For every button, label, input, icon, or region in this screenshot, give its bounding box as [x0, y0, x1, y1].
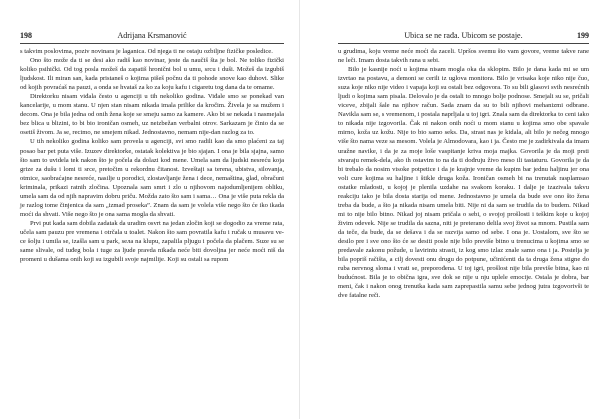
right-page-number: 199 — [577, 31, 589, 40]
left-running-head: Adrijana Krsmanović — [117, 31, 187, 40]
left-page-header — [20, 30, 284, 42]
left-header-rule — [20, 43, 284, 44]
right-page-header — [338, 30, 589, 42]
paragraph: Bilo je kasnije noći u kojima nisam mogla oka da sklopim. Bilo je dana kada mi se um izvrtao na postavu, a demoni se cerili iz uglova monitora. Bilo je vrisaka koje niko nije čuo, suza koje niko nije video i vapaja koji su ostali bez odgovora. To su bili glasovi svih nesrećnih ljudi o kojima sam pisala. Delovalo je da ostali to mnogo bolje podnose. Smejali su se, pričali viceve, zbijali šale na njihov račun. Sada znam da su to bili njihovi mehanizmi odbrane. Naviklа sam se, s vremenom, i postala naprljala u toj igri. Znala sam da direktorka to ceni iako to nikada nije izgovorila. Čak ni nakon onih noći u mom stanu u kojima smo obe spavale mirno, koža uz kožu. Nije to bio samo seks. Da, strast nas je kidala, ali bilo je nečeg mnogo više što nama veze sa mesom. Volela je Almodovara, kao i ja. Često me je zadirkivala da imam uražne navike, i da je za moje loše vaspitanje kriva moja majka. Govorila je da moji prsti stvaraju remek-dela, ako ih ostavim to na da ti dođruju živo meso ili tastaturu. Govorila je da bi trebalo da nosim visoke potpetice i da je krajnje vreme da kupim bar jednu haljinu jer ona voli cure kojima su haljine i štikle druga koža. Ironičan osmeh bi na trenutak rasplamsao ostatke mladosti, u kojoj je plenila uzdahe na svakom koraku. I dalje je izazivala takvu reakciju iako je bila dosta starija od mene. Jednostavno je umela da bude sve ono što žena treba da bude, a što ja nikada nisam umela biti. Nije ni da sam se trudila da to budem. Nikad mi to nije bilo bitno. Nikad joj nisam pričala o sebi, o svojoj prošlosti i teškim koje u kojoj živim odevek. Nije se trudila da sazna, niti je preterano delila svoj život sa mnom. Pustila sam da teče, da bude, da se dešava i da se razvija samo od sebe. I ona je. Uostalom, sve što se desilo pre i sve ono što će se desiti posle nije bilo previše bitno u trenucima u kojima smo se predavale zakonu požude, u lavirintu strasti, iz kog smo izlaz znale samo ona i ja. Postelja je bila popriš račišta, a cilj dovesti onu drugu do potpune, učinićenti da ta druga žena stigne do ruba nervnog sloma i vrati se, preporođena. U toj igri, prošlost nije bila previše bitna, kao ni budućnost. Bila je to običnа igra, sve dok se nije u nju uplele emocije. Ostala je dobra, bar meni, čak i nakon onog trenutka kada sam zaprepastila samu sebe jednog jutra izgovorivši te dve fatalne reči. — [338, 66, 589, 300]
paragraph: U tih nekoliko godina koliko sam provela u agenciji, svi smo radili kao da smo plaćeni za taj posao bar pet puta više. Izuzev direktorke, ostatak kolektiva je bio sjajan. I ona je bila sjajna, samo što sam to uvidela tek nakon što je počela da dolazi kod mene. Umela sam da ljudski nesreću koja grize za dušu i lomi ti srce, pretočim u rekordnu čitanost. Izveštaji sa terena, ubistva, silovanja, otmice, saobraćajne nesreće, nasilje u porodici, zlostavljanje žena i dece, nemaština, glad, obračuni kriminala, prikazi ratnih zločina. Upoznala sam smrt i zlo u njihovom najodumljenijem obliku, umela sam da od njih napravim dobru priču. Možda zato što sam i sama… Ona je više puta rekla da je razlog tome činjenica da sam „izmad prosekа”. Znam da sam je volela više nego što će ikо ikada moći da shvati. Više nego što je ona sama mogla da shvati. — [20, 138, 284, 218]
paragraph: Direktorku nisam viđala često u agenciji u tih nekoliko godina. Viđale smo se ponekad van kancelarije, u mom stanu. U njen stan nisam nikada imala prilike da kročim. Živela je sa mužem i decom. Ona je bila jedna od onih žena koje se smeju samo za kamere. Ako bi se nekada i nasmejala bez blica u blizini, to bi bio ironičan osmeh, uz neizbežan verbalni otrov. Sarkazam je činio da se osetiš živom. Ja se, recimo, ne smejem nikad. Jednostavno, nemam nije-dan razlog za to. — [20, 93, 284, 137]
right-page-body — [338, 47, 589, 300]
paragraph: s takvim poslovima, poziv novinara je laganica. Od njega ti ne ostaju ozbiljne fizičke posledice. — [20, 48, 273, 55]
left-page-body — [20, 47, 284, 264]
right-header-rule — [338, 43, 589, 44]
paragraph: u grudima, koju vreme neće moći da zaceli. Upršos svemu što vam govore, vreme takve rane ne leči. Imam dosta takvih rana u sebi. — [338, 48, 589, 65]
right-page — [300, 0, 600, 419]
left-page-number: 198 — [20, 31, 32, 40]
right-running-head: Ubica se ne rađa. Ubicom se postaje. — [404, 31, 523, 40]
paragraph: Prvi put kada sam dobila zadatak da uradim osvrt na jedan zločin koji se dogodio za vreme rata, učela sam pauzu pre vremena i otrčala u toalet. Nakon što sam povratila kafu i ručak u musavu ve-ce šolju i umila se, izašla sam u park, seла na klupu, zapalila pljugu i počela da plačem. Suze su se same slivale, od tuđeg bola i tuge za ljude pravda nikada neće biti dovoljna jer neće moći niš da promeni u dušama onih koji su izgubili svoje najmilije. Koji su ostali sa rupom — [20, 219, 284, 264]
paragraph: Ono što može da ti se desi ako radiš kao novinar, jeste da naučiš šta je bol. Ne toliko fizički koliko psihički. Od tog posla možeš da zapatiš hronični bol u umu, srcu i duši. Možeš da izgubiš ljudskost. Ili miran san, kada pristaneš o kojima pišeš počnu da ti pohode snove kao duhovi. Slike od kojih povraćaš na pauzi, a onda se hvataš za ko za koju kafu i cigaretu tog dana da te omame. — [20, 57, 284, 92]
